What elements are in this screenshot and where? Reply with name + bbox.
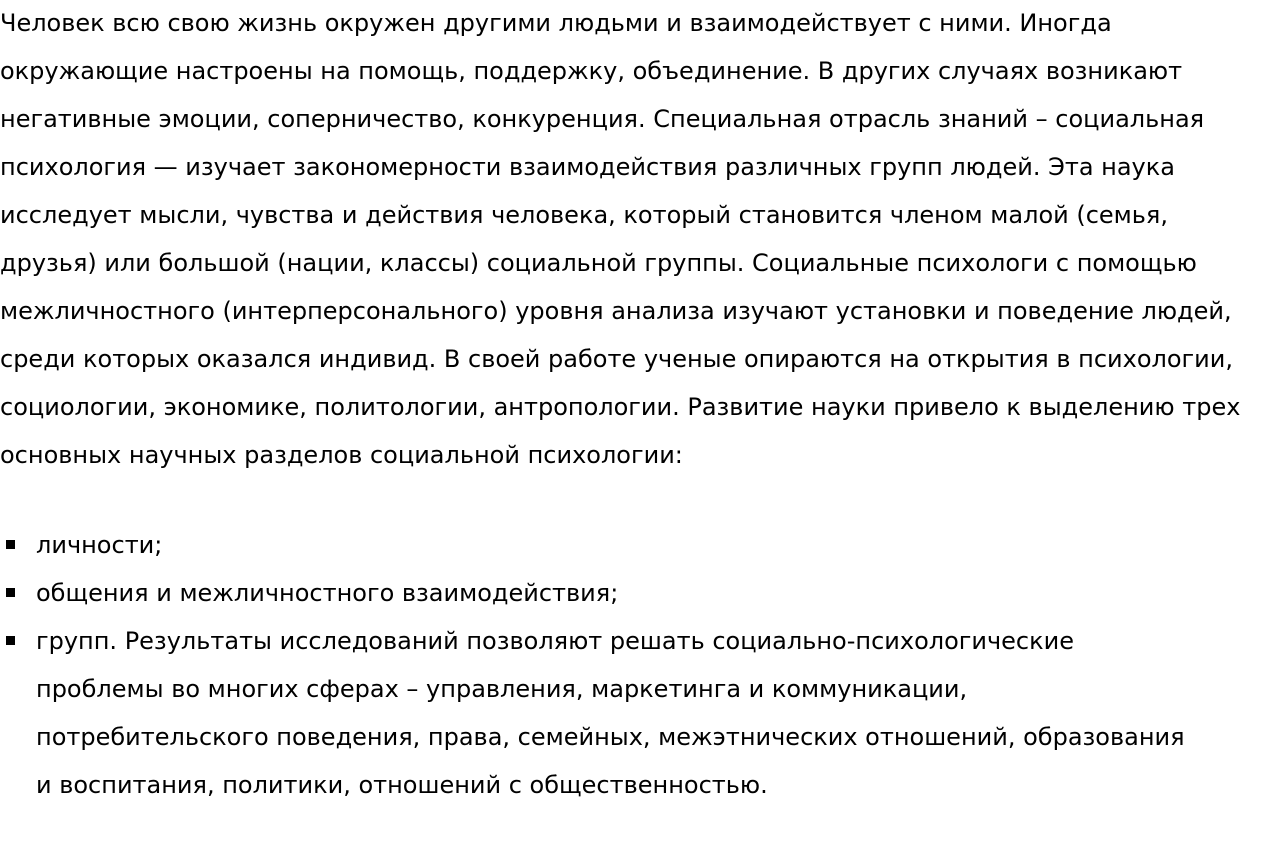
list-item — [0, 569, 1186, 617]
list-item — [0, 617, 1186, 809]
square-bullet-icon — [6, 636, 15, 645]
square-bullet-icon — [6, 588, 15, 597]
sections-list — [0, 521, 1270, 809]
intro-paragraph: Человек всю свою жизнь окружен другими людьми и взаимодействует с ними. Иногда окружающие настроены на помощь, поддержку, объединение. В других случаях возникают негативные эмоции, соперничество, конкуренция. Специальная отрасль знаний – социальная психология — изучает закономерности взаимодействия различных групп людей. Эта наука исследует мысли, чувства и действия человека, который становится членом малой (семья, друзья) или большой (нации, классы) социальной группы. Социальные психологи с помощью межличностного (интерперсонального) уровня анализа изучают установки и поведение людей, среди которых оказался индивид. В своей работе ученые опираются на открытия в психологии, социологии, экономике, политологии, антропологии. Развитие науки привело к выделению трех основных научных разделов социальной психологии: — [0, 9, 1241, 469]
square-bullet-icon — [6, 540, 15, 549]
list-item-text: групп. Результаты исследований позволяют решать социально-психологические проблемы во многих сферах – управления, маркетинга и коммуникации, потребительского поведения, права, семейных, межэтнических отношений, образования и воспитания, политики, отношений с общественностью. — [36, 627, 1185, 799]
list-item-text: личности; — [36, 531, 163, 559]
list-item-text: общения и межличностного взаимодействия; — [36, 579, 619, 607]
list-item — [0, 521, 1186, 569]
